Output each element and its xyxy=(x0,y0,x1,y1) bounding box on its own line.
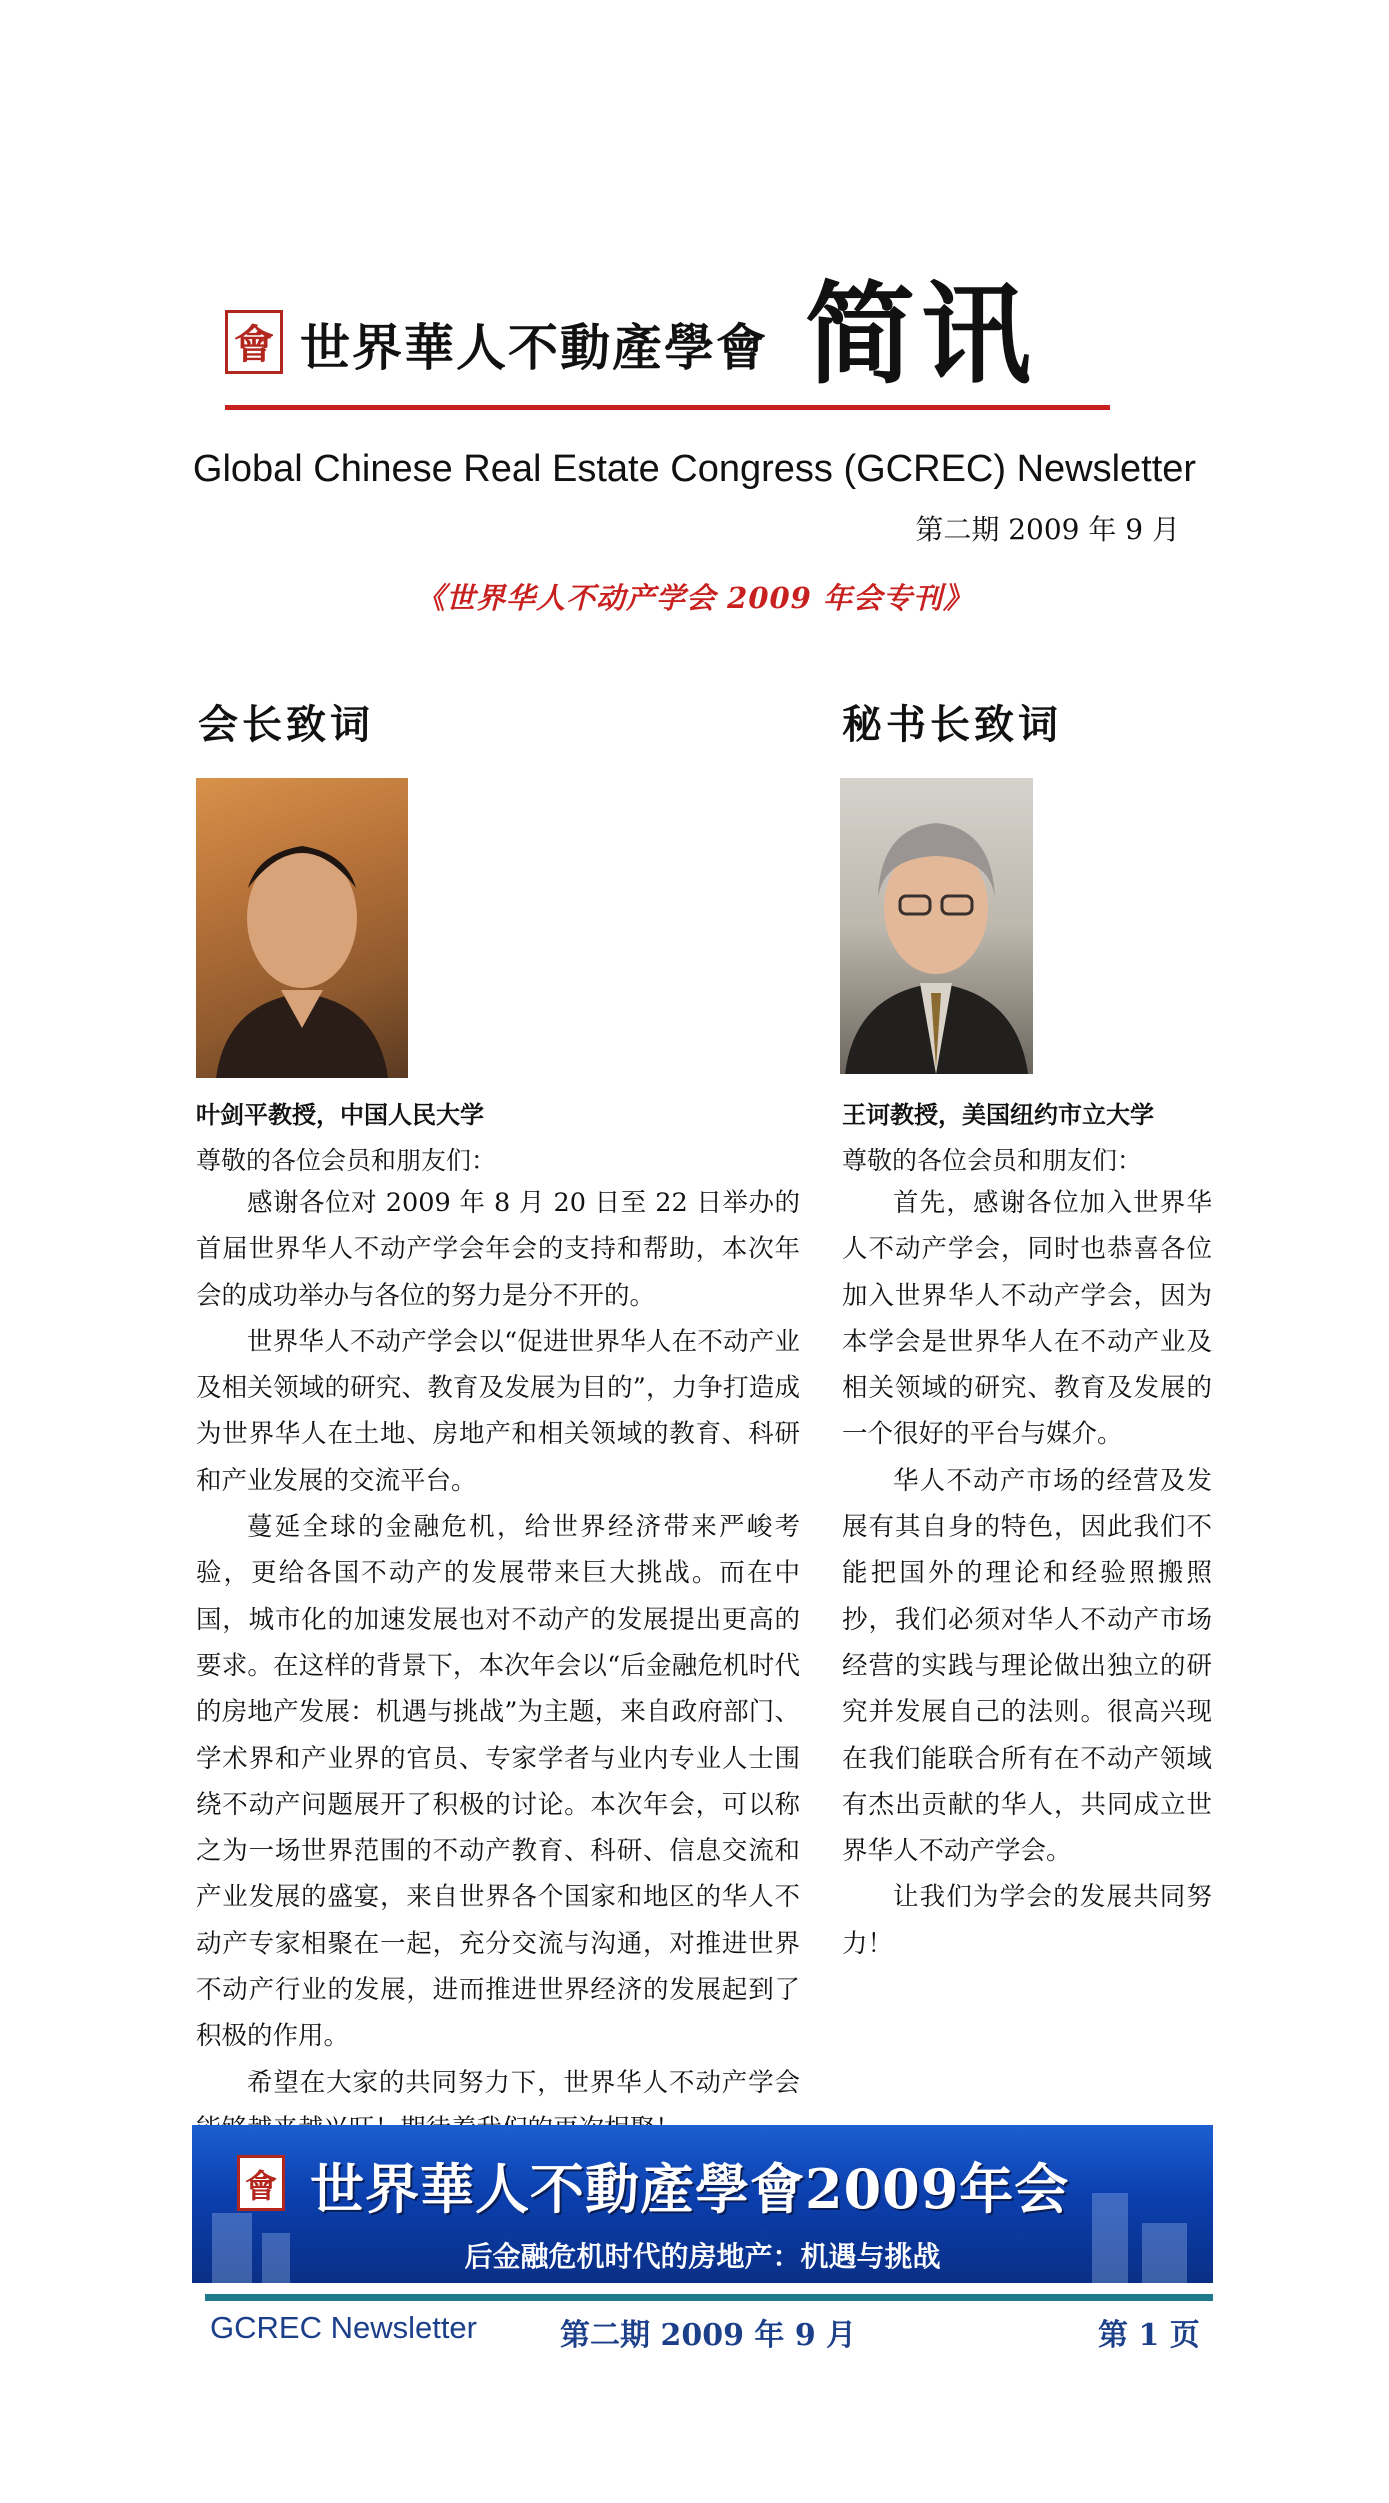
secretary-message xyxy=(842,1180,1212,1967)
annual-meeting-banner xyxy=(192,2125,1213,2283)
masthead-divider xyxy=(225,405,1110,410)
secretary-paragraph: 华人不动产市场的经营及发展有其自身的特色，因此我们不能把国外的理论和经验照搬照抄，我们必须对华人不动产市场经营的实践与理论做出独立的研究并发展自己的法则。很高兴现在我们能联合所有在不动产领域有杰出贡献的华人，共同成立世界华人不动产学会。 xyxy=(842,1465,1212,1867)
secretary-caption: 王诃教授，美国纽约市立大学 xyxy=(842,1100,1154,1129)
newsletter-brief-title: 简讯 xyxy=(805,270,1037,399)
issue-date: 第二期 2009 年 9 月 xyxy=(915,513,1180,546)
president-caption: 叶剑平教授，中国人民大学 xyxy=(196,1100,484,1129)
secretary-salutation: 尊敬的各位会员和朋友们： xyxy=(842,1146,1143,1175)
special-issue-title: 《世界华人不动产学会 2009 年会专刊》 xyxy=(416,581,973,615)
footer-issue-date: 第二期 2009 年 9 月 xyxy=(560,2318,857,2353)
footer-divider xyxy=(205,2294,1213,2301)
secretary-paragraph: 让我们为学会的发展共同努力！ xyxy=(842,1882,1212,1959)
secretary-heading: 秘书长致词 xyxy=(842,701,1062,748)
secretary-photo xyxy=(840,778,1033,1074)
footer-publication-name: GCREC Newsletter xyxy=(210,2310,477,2345)
president-paragraph: 世界华人不动产学会以“促进世界华人在不动产业及相关领域的研究、教育及发展为目的”，力争打造成为世界华人在土地、房地产和相关领域的教育、科研和产业发展的交流平台。 xyxy=(196,1326,800,1496)
footer-page-number: 第 1 页 xyxy=(1098,2318,1200,2353)
president-paragraph: 蔓延全球的金融危机，给世界经济带来严峻考验，更给各国不动产的发展带来巨大挑战。而在中国，城市化的加速发展也对不动产的发展提出更高的要求。在这样的背景下，本次年会以“后金融危机时代的房地产发展：机遇与挑战”为主题，来自政府部门、学术界和产业界的官员、专家学者与业内专业人士围绕不动产问题展开了积极的讨论。本次年会，可以称之为一场世界范围的不动产教育、科研、信息交流和产业发展的盛宴，来自世界各个国家和地区的华人不动产专家相聚在一起，充分交流与沟通，对推进世界不动产行业的发展，进而推进世界经济的发展起到了积极的作用。 xyxy=(196,1512,800,2052)
president-salutation: 尊敬的各位会员和朋友们： xyxy=(196,1146,497,1175)
secretary-paragraph: 首先，感谢各位加入世界华人不动产学会，同时也恭喜各位加入世界华人不动产学会，因为本学会是世界华人在不动产业及相关领域的研究、教育及发展的一个很好的平台与媒介。 xyxy=(842,1188,1212,1450)
banner-subtitle: 后金融危机时代的房地产：机遇与挑战 xyxy=(464,2240,941,2273)
president-message xyxy=(196,1180,800,2152)
society-name-calligraphy: 世界華人不動產學會 xyxy=(300,318,768,377)
president-paragraph: 希望在大家的共同努力下，世界华人不动产学会 xyxy=(247,2067,800,2098)
president-paragraph: 感谢各位对 2009 年 8 月 20 日至 22 日举办的首届世界华人不动产学会年会的支持和帮助，本次年会的成功举办与各位的努力是分不开的。 xyxy=(196,1188,800,1311)
banner-title: 世界華人不動產學會2009年会 xyxy=(310,2157,1070,2221)
banner-seal-logo: 會 xyxy=(237,2155,285,2211)
president-heading: 会长致词 xyxy=(198,701,374,748)
english-title: Global Chinese Real Estate Congress (GCREC) Newsletter xyxy=(192,448,1197,490)
society-seal-logo: 會 xyxy=(225,310,283,374)
president-photo xyxy=(196,778,408,1078)
